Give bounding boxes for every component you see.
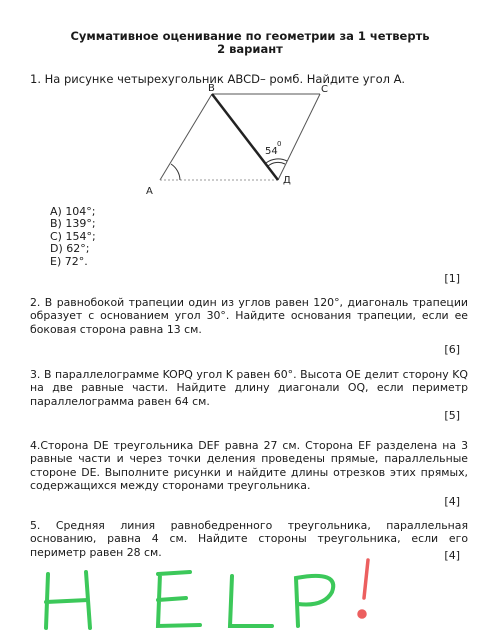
help-word-strokes	[46, 572, 333, 628]
question-3-points: [5]	[444, 409, 460, 422]
vertex-label-b: B	[208, 83, 215, 94]
vertex-label-c: C	[321, 84, 328, 95]
angle-arc-a	[171, 164, 180, 180]
question-5-text: 5. Средняя линия равнобедренного треугольника, параллельная основанию, равна 4 см. Найдите стороны треугольника, если его периметр равен 28 см.	[30, 519, 468, 559]
page-title	[0, 30, 500, 56]
title-line-2: 2 вариант	[217, 42, 283, 56]
rhombus-diagonal-bd	[212, 94, 278, 180]
question-2-points: [6]	[444, 343, 460, 356]
answer-option-c: C) 154°;	[50, 229, 96, 243]
rhombus-figure	[130, 82, 350, 202]
title-line-1: Суммативное оценивание по геометрии за 1 четверть	[70, 29, 430, 43]
vertex-label-a: A	[146, 186, 153, 197]
angle-label-degree: 0	[277, 140, 282, 148]
answer-option-e: E) 72°.	[50, 254, 88, 268]
question-2-text: 2. В равнобокой трапеции один из углов равен 120°, диагональ трапеции образует с основанием угол 30°. Найдите основания трапеции, если ее боковая сторона равна 13 см.	[30, 296, 468, 336]
answer-option-b: B) 139°;	[50, 217, 96, 231]
angle-label-value: 54	[265, 146, 278, 157]
rhombus-side-ab	[160, 94, 212, 180]
help-handwriting	[40, 552, 460, 632]
answer-option-a: A) 104°;	[50, 205, 96, 218]
vertex-label-d: Д	[283, 175, 291, 186]
question-4-points: [4]	[444, 495, 460, 508]
question-1-points: [1]	[444, 272, 460, 285]
answer-option-d: D) 62°;	[50, 242, 90, 256]
rhombus-side-cd	[278, 94, 320, 180]
question-4-text: 4.Сторона DE треугольника DEF равна 27 см. Сторона EF разделена на 3 равные части и через точки деления проведены прямые, параллельные стороне DE. Выполните рисунки и найдите длины отрезков этих прямых, содержащихся между сторонами треугольника.	[30, 439, 468, 492]
question-3-text: 3. В параллелограмме KOPQ угол K равен 60°. Высота OE делит сторону KQ на две равные части. Найдите длину диагонали OQ, если периметр параллелограмма равен 64 см.	[30, 368, 468, 408]
question-5-points: [4]	[444, 549, 460, 562]
exclamation-mark	[359, 560, 368, 617]
angle-arc-d-2	[268, 162, 285, 166]
question-1-text: 1. На рисунке четырехугольник ABCD– ромб. Найдите угол A.	[30, 72, 406, 86]
question-1-answers	[50, 206, 96, 268]
